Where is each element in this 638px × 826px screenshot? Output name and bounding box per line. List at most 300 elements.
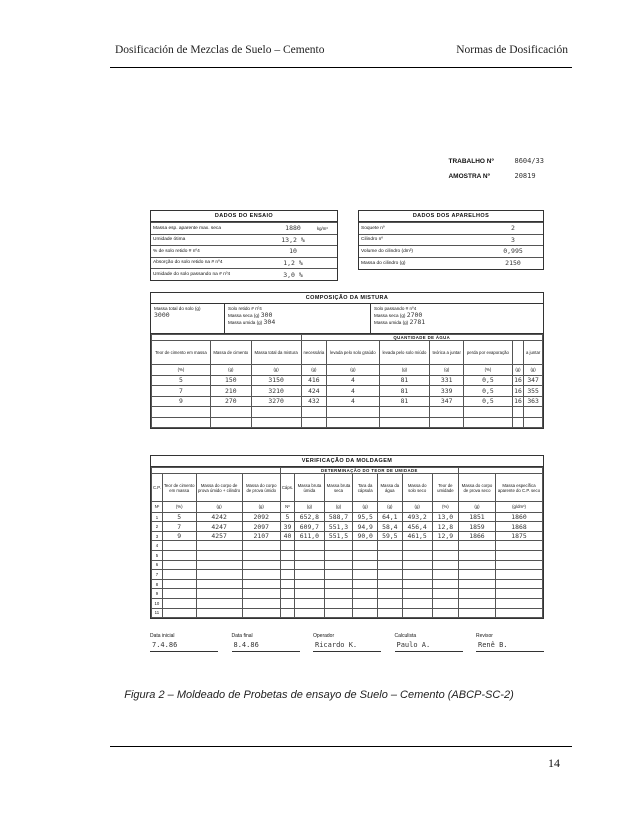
composicao-unit: (g) [524, 365, 543, 376]
verificacao-cell [495, 599, 542, 609]
verificacao-row [152, 551, 543, 561]
verificacao-cell: 7 [162, 522, 196, 532]
verificacao-cell [280, 599, 294, 609]
verificacao-cell: 1868 [495, 522, 542, 532]
composicao-col-header: Massa total da mistura [251, 341, 301, 365]
composicao-cell: 270 [210, 396, 251, 407]
retido-label: Solo retido # nº4 [228, 306, 262, 311]
retido-umida-row [228, 319, 367, 326]
composicao-cell [524, 407, 543, 418]
trabalho-row [448, 154, 544, 169]
verificacao-unit: (g/dm³) [495, 502, 542, 513]
composicao-cell: 0,5 [464, 386, 513, 397]
composicao-row [152, 407, 543, 418]
verificacao-unit: (%) [432, 502, 458, 513]
verificacao-cell [196, 570, 242, 580]
verificacao-cell: 90,0 [353, 531, 378, 541]
ensaio-value: 10 [271, 246, 315, 258]
ensaio-row [151, 257, 337, 269]
amostra-value: 20819 [514, 172, 536, 180]
work-info [448, 154, 544, 184]
verificacao-cell [378, 541, 402, 551]
verificacao-cell [295, 570, 325, 580]
composicao-unit: (g) [430, 365, 464, 376]
verificacao-cell [280, 551, 294, 561]
verificacao-cell [353, 541, 378, 551]
verificacao-cell [196, 589, 242, 599]
verificacao-cell [495, 541, 542, 551]
composicao-units-row [152, 365, 543, 376]
verificacao-cell: 9 [162, 531, 196, 541]
composicao-col-header: perda por evaporação [464, 341, 513, 365]
composicao-row [152, 375, 543, 386]
composicao-cell: 355 [524, 386, 543, 397]
verificacao-cell [196, 608, 242, 618]
verificacao-cell [458, 551, 495, 561]
verificacao-cell [432, 608, 458, 618]
ensaio-label: Umidade ótima [151, 234, 271, 246]
verificacao-cell [432, 589, 458, 599]
verificacao-cell [378, 570, 402, 580]
verificacao-unit: (g) [242, 502, 280, 513]
signature-value: Paulo A. [395, 641, 463, 652]
verificacao-cell: 4242 [196, 512, 242, 522]
verificacao-row [152, 541, 543, 551]
composicao-unit: (g) [512, 365, 524, 376]
aparelhos-label: Cilindro nº [359, 234, 483, 246]
verificacao-cell: 456,4 [402, 522, 432, 532]
composicao-cell [464, 417, 513, 428]
verificacao-col-header: Massa do corpo de prova úmido [242, 474, 280, 502]
composicao-cell: 347 [430, 396, 464, 407]
aparelhos-value: 0,995 [483, 246, 543, 258]
verificacao-table [151, 467, 543, 618]
trabalho-value: 8604/33 [514, 157, 544, 165]
composicao-cell: 3150 [251, 375, 301, 386]
verificacao-row [152, 589, 543, 599]
verificacao-col-header: Massa do corpo de prova úmido + cilindro [196, 474, 242, 502]
verificacao-cell [280, 579, 294, 589]
composicao-cell: 16 [514, 386, 522, 395]
header-title: Dosificación de Mezclas de Suelo – Cemento [115, 44, 325, 56]
dados-ensaio-title: DADOS DO ENSAIO [151, 211, 337, 222]
composicao-cell [464, 407, 513, 418]
composicao-row [152, 386, 543, 397]
composicao-cell: 339 [430, 386, 464, 397]
dados-aparelhos-box [358, 210, 544, 270]
composicao-cell [379, 407, 430, 418]
verificacao-cell [495, 579, 542, 589]
composicao-cell [210, 407, 251, 418]
verificacao-cell: 40 [280, 531, 294, 541]
composicao-cell: 81 [379, 396, 430, 407]
verificacao-cell: 39 [280, 522, 294, 532]
composicao-cell [524, 417, 543, 428]
verificacao-cell [495, 570, 542, 580]
verificacao-cell [324, 579, 353, 589]
passando-umida-label: Massa umida (g) [374, 320, 409, 325]
umidade-label: DETERMINAÇÃO DO TEOR DE UMIDADE [280, 468, 458, 474]
verificacao-cell [196, 541, 242, 551]
verificacao-cell: 588,7 [324, 512, 353, 522]
signature-field [150, 633, 218, 652]
composicao-table [151, 334, 543, 428]
verificacao-cell [458, 570, 495, 580]
verificacao-cell [378, 560, 402, 570]
verificacao-cell [162, 608, 196, 618]
composicao-cell [327, 417, 379, 428]
verificacao-cell [495, 560, 542, 570]
verificacao-cell [280, 589, 294, 599]
verificacao-cell: 12,8 [432, 522, 458, 532]
ensaio-unit [315, 234, 337, 246]
ensaio-value: 13,2 % [271, 234, 315, 246]
verificacao-unit: (g) [196, 502, 242, 513]
verificacao-cell: 5 [280, 512, 294, 522]
composicao-cell: 0,5 [464, 396, 513, 407]
verificacao-cell: 9 [152, 589, 163, 599]
verificacao-cell [295, 541, 325, 551]
signature-value: Ricardo K. [313, 641, 381, 652]
ensaio-row [151, 234, 337, 246]
passando-seca-label: Massa seca (g) [374, 313, 406, 318]
verificacao-cell [378, 599, 402, 609]
composicao-col-header: necessária [301, 341, 327, 365]
aparelhos-row [359, 234, 543, 246]
composicao-cell: 4 [327, 386, 379, 397]
verificacao-cell [295, 608, 325, 618]
passando-umida-row [374, 319, 540, 326]
dados-aparelhos-table [359, 222, 543, 269]
composicao-cell [327, 407, 379, 418]
verificacao-cell [353, 551, 378, 561]
verificacao-cell [353, 608, 378, 618]
verificacao-cell [242, 608, 280, 618]
composicao-cell: 347 [524, 375, 543, 386]
verificacao-col-header: Massa bruta úmida [295, 474, 325, 502]
verificacao-title: VERIFICAÇÃO DA MOLDAGEM [151, 456, 543, 467]
passando-label: Solo passando # nº4 [374, 306, 417, 311]
verificacao-cell: 11 [152, 608, 163, 618]
verificacao-row [152, 531, 543, 541]
composicao-header-row [152, 341, 543, 365]
verificacao-cell: 4247 [196, 522, 242, 532]
verificacao-cell [432, 570, 458, 580]
verificacao-cell [242, 579, 280, 589]
verificacao-col-header: Tara da cápsula [353, 474, 378, 502]
composicao-unit: (g) [251, 365, 301, 376]
retido-umida-value: 304 [263, 318, 276, 326]
verificacao-cell [402, 570, 432, 580]
dados-ensaio-box [150, 210, 338, 281]
verificacao-cell [402, 589, 432, 599]
composicao-box [150, 292, 544, 429]
verificacao-cell: 13,0 [432, 512, 458, 522]
verificacao-cell [324, 599, 353, 609]
verificacao-unit: (g) [324, 502, 353, 513]
composicao-cell [430, 407, 464, 418]
signature-value: 8.4.86 [232, 641, 300, 652]
verificacao-cell: 461,5 [402, 531, 432, 541]
verificacao-cell: 2107 [242, 531, 280, 541]
verificacao-cell [324, 608, 353, 618]
verificacao-row [152, 570, 543, 580]
verificacao-unit: (g) [402, 502, 432, 513]
verificacao-cell [295, 589, 325, 599]
composicao-row [152, 396, 543, 407]
verificacao-unit: (g) [295, 502, 325, 513]
verificacao-cell [432, 579, 458, 589]
composicao-col-header: levada pelo solo graúdo [327, 341, 379, 365]
footer-rule [110, 746, 572, 747]
verificacao-cell [495, 589, 542, 599]
aparelhos-label: Massa do cilindro (g) [359, 257, 483, 269]
verificacao-cell: 1851 [458, 512, 495, 522]
verificacao-cell [378, 608, 402, 618]
passando-seca-row [374, 312, 540, 319]
verificacao-box [150, 455, 544, 619]
signature-label: Operador [313, 633, 335, 639]
verificacao-col-header: Massa bruta seca [324, 474, 353, 502]
aparelhos-value: 2150 [483, 257, 543, 269]
composicao-cell: 432 [301, 396, 327, 407]
verificacao-cell: 3 [152, 531, 163, 541]
composicao-unit: (g) [327, 365, 379, 376]
verificacao-cell [458, 589, 495, 599]
header-rule [110, 67, 572, 68]
verificacao-cell: 1866 [458, 531, 495, 541]
composicao-unit: (g) [379, 365, 430, 376]
signature-field [232, 633, 300, 652]
verificacao-cell: 652,8 [295, 512, 325, 522]
composicao-col-header [512, 341, 524, 365]
composicao-cell: 331 [430, 375, 464, 386]
composicao-unit: (g) [210, 365, 251, 376]
composicao-col-header: a juntar [524, 341, 543, 365]
aparelhos-label: Volume do cilindro (dm³) [359, 246, 483, 258]
verificacao-cell: 1 [152, 512, 163, 522]
composicao-cell [251, 417, 301, 428]
verificacao-cell: 58,4 [378, 522, 402, 532]
ensaio-label: Umidade do solo passando na # nº4 [151, 269, 271, 281]
composicao-cell [430, 417, 464, 428]
verificacao-cell [324, 570, 353, 580]
verificacao-cell [242, 551, 280, 561]
verificacao-cell [402, 579, 432, 589]
passando-umida-value: 2781 [409, 318, 426, 326]
ensaio-value: 1880 [271, 223, 315, 235]
signature-label: Revisor [476, 633, 493, 639]
verificacao-cell: 59,5 [378, 531, 402, 541]
verificacao-cell: 1860 [495, 512, 542, 522]
retido-seca-label: Massa seca (g) [228, 313, 260, 318]
composicao-cell: 210 [210, 386, 251, 397]
composicao-cell: 16 [514, 397, 522, 406]
signature-value: Renê B. [476, 641, 544, 652]
composicao-cell: 424 [301, 386, 327, 397]
verificacao-col-header: C.P. [152, 474, 163, 502]
verificacao-cell: 4257 [196, 531, 242, 541]
composicao-summary [151, 304, 543, 334]
ensaio-row [151, 223, 337, 235]
composicao-col-header: Teor de cimento em massa [152, 341, 211, 365]
composicao-col-header: teórica a juntar [430, 341, 464, 365]
composicao-cell [379, 417, 430, 428]
verificacao-cell: 6 [152, 560, 163, 570]
trabalho-label: TRABALHO Nº [448, 158, 494, 165]
signature-field [313, 633, 381, 652]
verificacao-cell [295, 560, 325, 570]
verificacao-row [152, 512, 543, 522]
composicao-title: COMPOSIÇÃO DA MISTURA [151, 293, 543, 304]
composicao-cell: 81 [379, 375, 430, 386]
signature-row [150, 633, 544, 652]
verificacao-cell: 10 [152, 599, 163, 609]
verificacao-cell [242, 541, 280, 551]
verificacao-cell: 1875 [495, 531, 542, 541]
verificacao-unit: Nº [152, 502, 163, 513]
composicao-cell: 3270 [251, 396, 301, 407]
verificacao-cell [324, 589, 353, 599]
composicao-cell: 4 [327, 375, 379, 386]
retido-cell [225, 304, 371, 333]
verificacao-cell [242, 570, 280, 580]
passando-seca-value: 2700 [406, 311, 423, 319]
ensaio-value: 1,2 % [271, 257, 315, 269]
verificacao-cell [432, 560, 458, 570]
verificacao-cell [242, 589, 280, 599]
signature-field [476, 633, 544, 652]
verificacao-unit: (g) [378, 502, 402, 513]
verificacao-cell [458, 608, 495, 618]
ensaio-label: % de solo retido # nº4 [151, 246, 271, 258]
composicao-cell: 4 [327, 396, 379, 407]
verificacao-cell [242, 599, 280, 609]
verificacao-cell [162, 570, 196, 580]
retido-seca-row [228, 312, 367, 319]
verificacao-cell [196, 551, 242, 561]
verificacao-cell: 1859 [458, 522, 495, 532]
verificacao-cell: 5 [162, 512, 196, 522]
amostra-row [448, 169, 544, 184]
verificacao-cell [196, 599, 242, 609]
aparelhos-value: 3 [483, 234, 543, 246]
ensaio-row [151, 269, 337, 281]
verificacao-cell [458, 599, 495, 609]
composicao-cell: 5 [152, 375, 211, 386]
verificacao-cell [280, 560, 294, 570]
ensaio-unit [315, 246, 337, 258]
verificacao-row [152, 579, 543, 589]
composicao-cell [301, 417, 327, 428]
composicao-cell: 16 [514, 376, 522, 385]
ensaio-row [151, 246, 337, 258]
composicao-unit: (g) [301, 365, 327, 376]
verificacao-cell: 5 [152, 551, 163, 561]
verificacao-cell [162, 560, 196, 570]
massa-total-label: Massa total do solo (g) [154, 306, 201, 311]
verificacao-cell: 64,1 [378, 512, 402, 522]
verificacao-header-row [152, 474, 543, 502]
composicao-cell [210, 417, 251, 428]
composicao-col-header: Massa de cimento [210, 341, 251, 365]
verificacao-cell: 551,5 [324, 531, 353, 541]
verificacao-cell [196, 579, 242, 589]
verificacao-cell: 12,9 [432, 531, 458, 541]
verificacao-cell [378, 579, 402, 589]
verificacao-unit: Nº [280, 502, 294, 513]
composicao-unit: (%) [152, 365, 211, 376]
composicao-cell: 81 [379, 386, 430, 397]
composicao-cell [152, 417, 211, 428]
verificacao-cell [324, 541, 353, 551]
composicao-cell: 150 [210, 375, 251, 386]
verificacao-cell [324, 551, 353, 561]
retido-seca-value: 300 [260, 311, 273, 319]
composicao-cell: 0,5 [464, 375, 513, 386]
verificacao-cell [353, 570, 378, 580]
verificacao-cell [295, 551, 325, 561]
verificacao-cell [402, 599, 432, 609]
composicao-cell [301, 407, 327, 418]
verificacao-cell [162, 541, 196, 551]
verificacao-units-row [152, 502, 543, 513]
aparelhos-value: 2 [483, 223, 543, 235]
verificacao-unit: (g) [458, 502, 495, 513]
signature-label: Data final [231, 633, 253, 639]
verificacao-cell [402, 551, 432, 561]
verificacao-cell [495, 608, 542, 618]
verificacao-cell [495, 551, 542, 561]
verificacao-cell [162, 551, 196, 561]
verificacao-col-header: Massa específica aparente do C.P. seco [495, 474, 542, 502]
quantidade-label: QUANTIDADE DE ÁGUA [301, 335, 542, 341]
retido-umida-label: Massa umida (g) [228, 320, 263, 325]
composicao-cell: 363 [524, 396, 543, 407]
figure-caption: Figura 2 – Moldeado de Probetas de ensayo de Suelo – Cemento (ABCP-SC-2) [124, 689, 514, 701]
verificacao-cell [458, 541, 495, 551]
composicao-cell [152, 407, 211, 418]
verificacao-cell [378, 551, 402, 561]
composicao-cell [512, 407, 524, 418]
dados-ensaio-table [151, 222, 337, 280]
signature-field [395, 633, 463, 652]
ensaio-label: Absorção do solo retido na # nº4 [151, 257, 271, 269]
verificacao-cell: 7 [152, 570, 163, 580]
verificacao-cell [432, 541, 458, 551]
composicao-cell: 416 [301, 375, 327, 386]
verificacao-cell [196, 560, 242, 570]
verificacao-cell [458, 560, 495, 570]
verificacao-cell: 8 [152, 579, 163, 589]
verificacao-col-header: Massa da água [378, 474, 402, 502]
verificacao-cell: 4 [152, 541, 163, 551]
dados-aparelhos-title: DADOS DOS APARELHOS [359, 211, 543, 222]
aparelhos-row [359, 246, 543, 258]
verificacao-cell: 2097 [242, 522, 280, 532]
verificacao-cell [432, 551, 458, 561]
verificacao-cell [242, 560, 280, 570]
aparelhos-row [359, 223, 543, 235]
massa-total-cell [151, 304, 225, 333]
passando-cell [371, 304, 543, 333]
verificacao-cell [280, 608, 294, 618]
aparelhos-label: Soquete nº [359, 223, 483, 235]
verificacao-row [152, 522, 543, 532]
verificacao-unit: (%) [162, 502, 196, 513]
signature-value: 7.4.86 [150, 641, 218, 652]
verificacao-row [152, 560, 543, 570]
